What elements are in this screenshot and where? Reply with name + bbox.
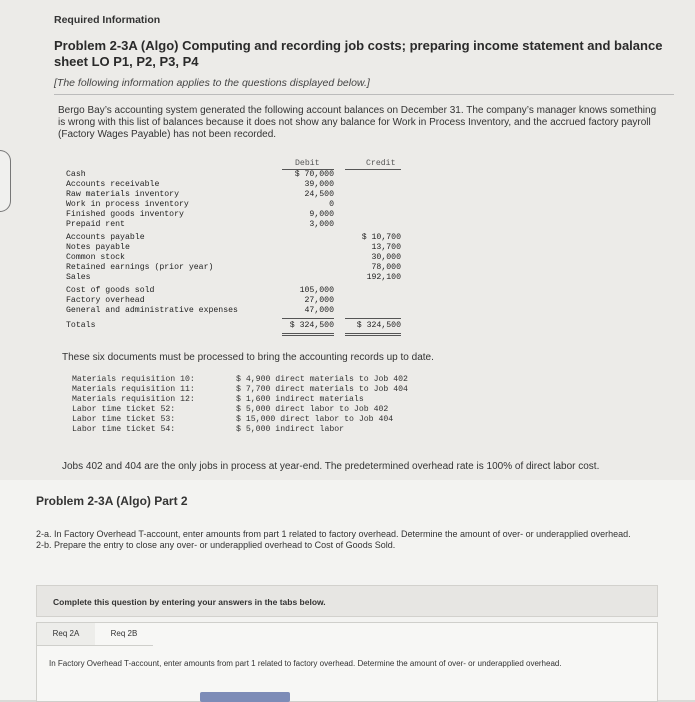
account-name: Accounts receivable	[66, 180, 160, 189]
credit-value: 78,000	[371, 263, 401, 272]
debit-total-rule	[282, 318, 334, 319]
debit-value: $ 70,000	[294, 170, 334, 179]
account-name: Totals	[66, 321, 96, 330]
problem-title: Problem 2-3A (Algo) Computing and recording job costs; preparing income statement and balance sheet LO P1, P2, P3, P4	[54, 38, 663, 69]
debit-value: 27,000	[304, 296, 334, 305]
account-name: Prepaid rent	[66, 220, 125, 229]
partial-button[interactable]	[200, 692, 290, 702]
document-label: Labor time ticket 54:	[72, 425, 176, 434]
document-label: Labor time ticket 53:	[72, 415, 176, 424]
debit-value: 0	[329, 200, 334, 209]
credit-header: Credit	[366, 159, 396, 168]
answer-tabs	[36, 622, 658, 702]
credit-header-rule	[345, 169, 401, 170]
document-text: $ 1,600 indirect materials	[236, 395, 364, 404]
account-name: Retained earnings (prior year)	[66, 263, 214, 272]
applies-note: [The following information applies to the questions displayed below.]	[54, 77, 370, 89]
debit-header: Debit	[295, 159, 320, 168]
debit-value: 24,500	[304, 190, 334, 199]
instruction-2b: 2-b. Prepare the entry to close any over- or underapplied overhead to Cost of Goods Sold.	[36, 540, 396, 550]
credit-value: 192,100	[366, 273, 401, 282]
document-label: Materials requisition 12:	[72, 395, 195, 404]
account-name: General and administrative expenses	[66, 306, 238, 315]
account-name: Finished goods inventory	[66, 210, 184, 219]
document-text: $ 4,900 direct materials to Job 402	[236, 375, 408, 384]
debit-value: 3,000	[309, 220, 334, 229]
tab-req-2a[interactable]: Req 2A	[37, 623, 96, 646]
debit-value: 9,000	[309, 210, 334, 219]
credit-value: $ 10,700	[361, 233, 401, 242]
debit-double-rule-top	[282, 333, 334, 334]
complete-question-banner	[36, 585, 658, 617]
six-documents-intro: These six documents must be processed to bring the accounting records up to date.	[62, 352, 434, 363]
debit-value: 39,000	[304, 180, 334, 189]
credit-value: 30,000	[371, 253, 401, 262]
credit-total-rule	[345, 318, 401, 319]
account-name: Factory overhead	[66, 296, 145, 305]
debit-value: 47,000	[304, 306, 334, 315]
account-name: Cost of goods sold	[66, 286, 155, 295]
required-information-heading: Required Information	[54, 14, 161, 26]
account-name: Notes payable	[66, 243, 130, 252]
account-name: Accounts payable	[66, 233, 145, 242]
debit-total: $ 324,500	[289, 321, 334, 330]
credit-double-rule-bottom	[345, 335, 401, 336]
debit-double-rule-bottom	[282, 335, 334, 336]
part2-instructions	[36, 529, 656, 551]
credit-total: $ 324,500	[356, 321, 401, 330]
instruction-2a: 2-a. In Factory Overhead T-account, enter amounts from part 1 related to factory overhead. Determine the amount of over- or underapplied overhead.	[36, 529, 631, 539]
document-label: Materials requisition 10:	[72, 375, 195, 384]
complete-question-text: Complete this question by entering your answers in the tabs below.	[53, 597, 326, 607]
part2-title: Problem 2-3A (Algo) Part 2	[36, 494, 188, 508]
jobs-note: Jobs 402 and 404 are the only jobs in process at year-end. The predetermined overhead rate is 100% of direct labor cost.	[62, 461, 600, 472]
account-name: Work in process inventory	[66, 200, 189, 209]
tab-content-text: In Factory Overhead T-account, enter amounts from part 1 related to factory overhead. Determine the amount of over- or underapplied overhead.	[49, 659, 562, 668]
credit-value: 13,700	[371, 243, 401, 252]
document-label: Materials requisition 11:	[72, 385, 195, 394]
account-name: Sales	[66, 273, 91, 282]
document-text: $ 7,700 direct materials to Job 404	[236, 385, 408, 394]
account-name: Cash	[66, 170, 86, 179]
debit-value: 105,000	[299, 286, 334, 295]
account-name: Common stock	[66, 253, 125, 262]
intro-paragraph: Bergo Bay’s accounting system generated the following account balances on December 31. The company’s manager knows something is wrong with this list of balances because it does not show any balance for Work in Process Inventory, and the accrued factory payroll (Factory Wages Payable) has not been recorded.	[58, 105, 657, 140]
account-name: Raw materials inventory	[66, 190, 180, 199]
document-text: $ 15,000 direct labor to Job 404	[236, 415, 394, 424]
document-label: Labor time ticket 52:	[72, 405, 176, 414]
credit-double-rule-top	[345, 333, 401, 334]
tab-req-2b[interactable]: Req 2B	[95, 623, 153, 646]
side-scroll-handle[interactable]	[0, 150, 11, 212]
divider	[54, 94, 674, 95]
document-text: $ 5,000 indirect labor	[236, 425, 345, 434]
document-text: $ 5,000 direct labor to Job 402	[236, 405, 389, 414]
